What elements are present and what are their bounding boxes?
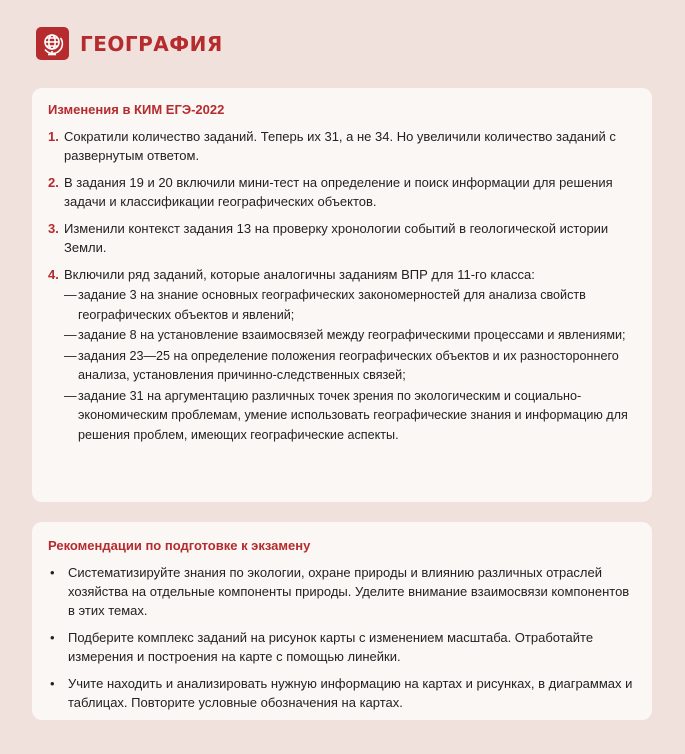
recommendations-title: Рекомендации по подготовке к экзамену xyxy=(48,538,311,553)
dash-marker: — xyxy=(64,288,77,302)
sub-list-item xyxy=(64,347,636,386)
item-number: 3. xyxy=(48,221,59,236)
item-text: Учите находить и анализировать нужную информацию на картах и рисунках, в диаграммах и таблицах. Повторите условные обозначения на картах. xyxy=(68,676,633,710)
dash-marker: — xyxy=(64,388,77,403)
list-item xyxy=(48,628,636,666)
list-item xyxy=(48,173,636,211)
list-item xyxy=(48,674,636,712)
list-item xyxy=(48,265,636,446)
dash-marker: — xyxy=(64,348,77,363)
dash-marker: — xyxy=(64,328,77,342)
list-item xyxy=(48,563,636,620)
item-number: 1. xyxy=(48,129,59,144)
sub-list xyxy=(64,286,636,445)
page-header xyxy=(36,27,223,60)
item-text: Подберите комплекс заданий на рисунок карты с изменением масштаба. Отработайте измерения и построения на карте с помощью линейки. xyxy=(68,630,594,664)
item-text: Сократили количество заданий. Теперь их 31, а не 34. Но увеличили количество заданий с развернутым ответом. xyxy=(64,129,616,163)
changes-card xyxy=(32,88,652,502)
list-item xyxy=(48,219,636,257)
sub-item-text: задание 3 на знание основных географических закономерностей для анализа свойств географических объектов и явлений; xyxy=(78,288,586,322)
sub-list-item xyxy=(64,286,636,325)
bullet-marker: • xyxy=(50,565,55,580)
recommendations-card xyxy=(32,522,652,720)
list-item xyxy=(48,127,636,165)
item-text: В задания 19 и 20 включили мини-тест на определение и поиск информации для решения задачи и классификации географических объектов. xyxy=(64,175,613,209)
recommendations-list xyxy=(48,563,636,712)
item-text: Систематизируйте знания по экологии, охране природы и влиянию различных отраслей хозяйства на отдельные компоненты природы. Уделите внимание взаимосвязи компонентов в этих темах. xyxy=(68,565,630,618)
sub-item-text: задание 8 на установление взаимосвязей между географическими процессами и явлениями; xyxy=(78,328,626,342)
bullet-marker: • xyxy=(50,676,55,691)
item-number: 2. xyxy=(48,175,59,190)
globe-icon xyxy=(36,27,69,60)
changes-title: Изменения в КИМ ЕГЭ-2022 xyxy=(48,102,225,117)
changes-list xyxy=(48,127,636,446)
sub-item-text: задания 23—25 на определение положения географических объектов и их разностороннего анализа, установления причинно-следственных связей; xyxy=(78,348,619,382)
item-text: Включили ряд заданий, которые аналогичны заданиям ВПР для 11-го класса: xyxy=(64,267,535,282)
sub-item-text: задание 31 на аргументацию различных точек зрения по экологическим и социально-экономическим проблемам, умение использовать географические знания и информацию для решения проблем, имеющих географические аспекты. xyxy=(78,388,628,442)
page-title: ГЕОГРАФИЯ xyxy=(80,31,223,56)
sub-list-item xyxy=(64,387,636,446)
item-number: 4. xyxy=(48,267,59,282)
bullet-marker: • xyxy=(50,630,55,645)
item-text: Изменили контекст задания 13 на проверку хронологии событий в геологической истории Земли. xyxy=(64,221,609,255)
sub-list-item xyxy=(64,326,636,346)
